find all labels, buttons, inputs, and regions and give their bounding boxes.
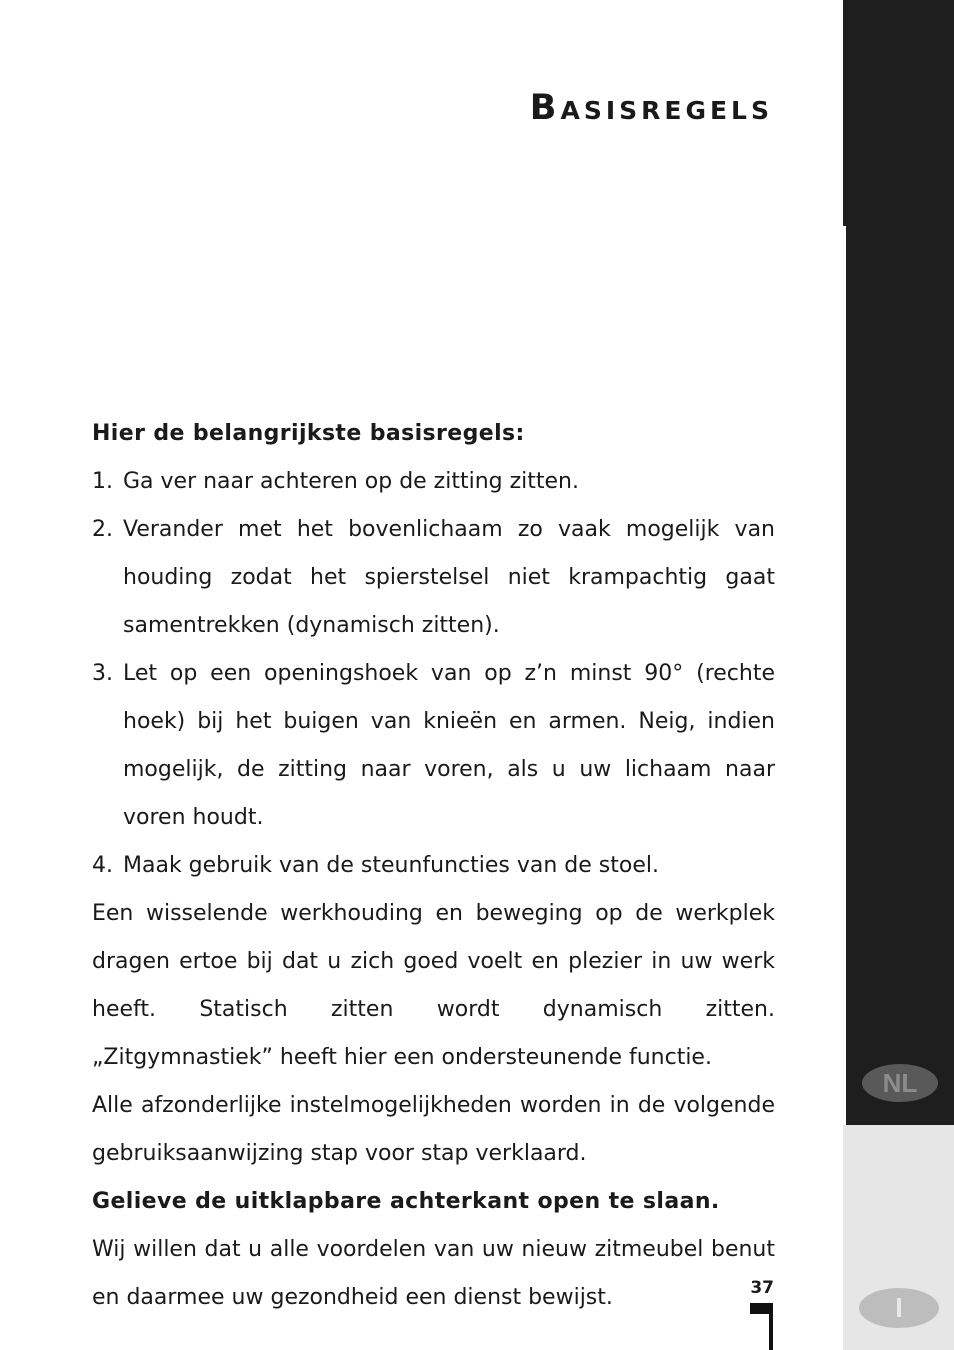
paragraph-workplace: Een wisselende werkhouding en beweging op de werkplek dragen ertoe bij dat u zich goed voelt en plezier in uw werk heeft. Statisch zitten wordt dynamisch zitten. „Zitgymnastiek” heeft hier een ondersteunende functie.: [92, 901, 775, 1070]
language-sidebar: [843, 0, 954, 1125]
list-item: [92, 842, 775, 890]
language-tab-nl-label: NL: [882, 1067, 918, 1098]
list-item: [92, 650, 775, 842]
language-tab-nl[interactable]: [862, 1064, 938, 1102]
intro-heading: Hier de belangrijkste basisregels:: [92, 421, 525, 446]
language-tab-i-label: I: [895, 1292, 903, 1323]
list-item-text: Let op een openingshoek van op z’n minst 90° (rechte hoek) bij het buigen van knieën en armen. Neig, indien mogelijk, de zitting naar voren, als u uw lichaam naar voren houdt.: [123, 661, 775, 830]
body-text: [92, 410, 775, 1322]
list-item-text: Ga ver naar achteren op de zitting zitten.: [123, 469, 579, 494]
list-item: [92, 506, 775, 650]
list-item-text: Maak gebruik van de steunfuncties van de stoel.: [123, 853, 659, 878]
page-number: 37: [750, 1278, 774, 1298]
fold-out-instruction: Gelieve de uitklapbare achterkant open te slaan.: [92, 1189, 720, 1214]
list-item-number: 3.: [92, 661, 113, 686]
list-item-number: 2.: [92, 517, 113, 542]
language-tab-i[interactable]: [859, 1288, 939, 1328]
page-title: Basisregels: [529, 88, 773, 128]
list-item-number: 1.: [92, 469, 113, 494]
paragraph-closing: Wij willen dat u alle voordelen van uw nieuw zitmeubel benut en daarmee uw gezondheid een dienst bewijst.: [92, 1237, 775, 1310]
crop-mark-vertical: [769, 1303, 773, 1350]
sidebar-divider: [843, 226, 846, 1125]
paragraph-instructions: Alle afzonderlijke instelmogelijkheden worden in de volgende gebruiksaanwijzing stap voor stap verklaard.: [92, 1093, 775, 1166]
list-item-number: 4.: [92, 853, 113, 878]
list-item: [92, 458, 775, 506]
rules-list: [92, 458, 775, 890]
list-item-text: Verander met het bovenlichaam zo vaak mogelijk van houding zodat het spierstelsel niet krampachtig gaat samentrekken (dynamisch zitten).: [123, 517, 775, 638]
